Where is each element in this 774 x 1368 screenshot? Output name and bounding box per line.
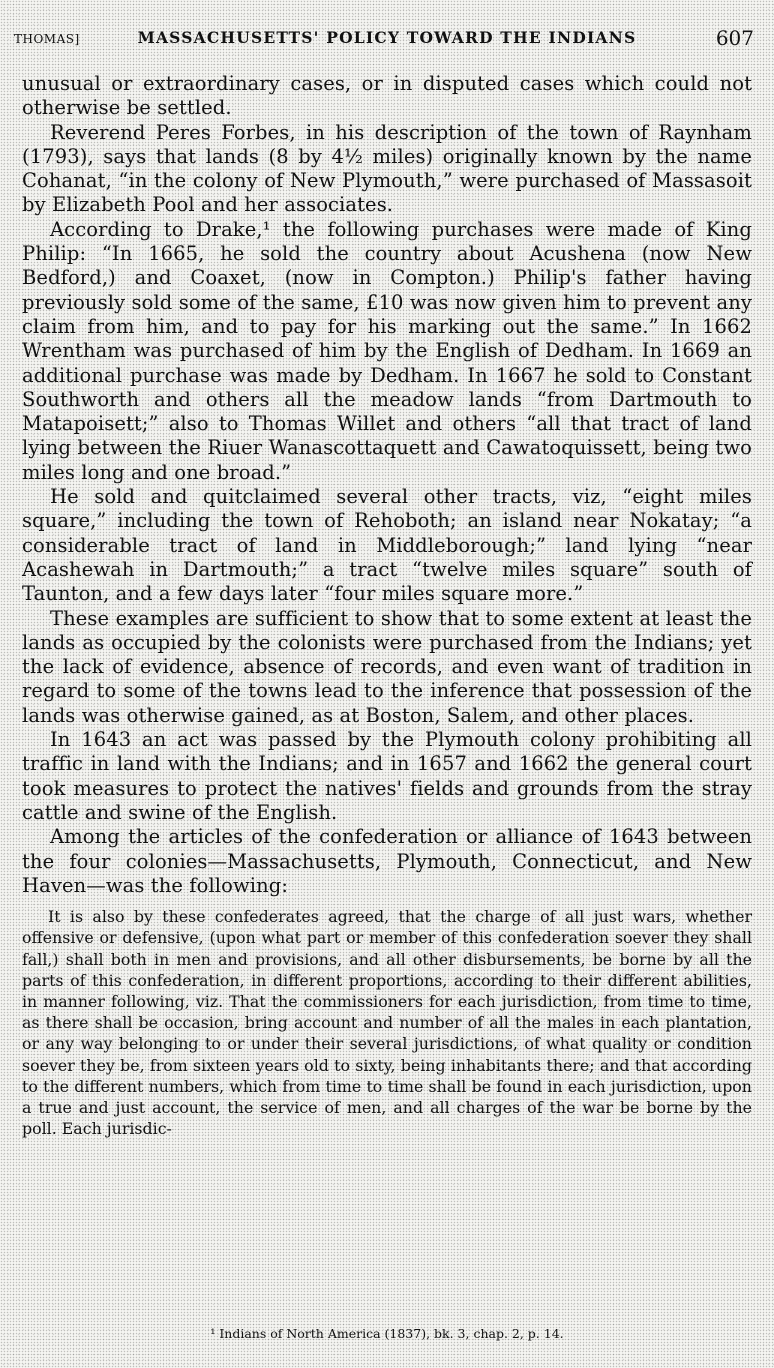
paragraph-raynham: Reverend Peres Forbes, in his description of the town of Raynham (1793), says that lands (8 by 4½ miles) originally known by the name Cohanat, “in the colony of New Plymouth,” were purchased of Massasoit by Elizabeth Pool and her associates. (22, 120, 752, 217)
page-body (22, 72, 752, 1139)
page-number: 607 (715, 26, 754, 50)
block-quote: It is also by these confederates agreed, that the charge of all just wars, whether offensive or defensive, (upon what part or member of this confederation soever they shall fall,) shall both in men and provisions, and all other disbursements, be borne by all the parts of this confederation, in different proportions, according to their different abilities, in manner following, viz. That the commissioners for each jurisdiction, from time to time, as there shall be occasion, bring account and number of all the males in each plantation, or any way belonging to or under their several jurisdictions, of what quality or condition soever they be, from sixteen years old to sixty, being inhabitants there; and that according to the different numbers, which from time to time shall be found in each jurisdiction, upon a true and just account, the service of men, and all charges of the war be borne by the poll. Each jurisdic- (22, 907, 752, 1139)
header-runner: THOMAS] (14, 32, 80, 46)
paragraph-quitclaimed-tracts: He sold and quitclaimed several other tracts, viz, “eight miles square,” including the town of Rehoboth; an island near Nokatay; “a considerable tract of land in Middleborough;” land lying “near Acashewah in Dartmouth;” a tract “twelve miles square” south of Taunton, and a few days later “four miles square more.” (22, 485, 752, 606)
paragraph-examples: These examples are sufficient to show that to some extent at least the lands as occupied by the colonists were purchased from the Indians; yet the lack of evidence, absence of records, and even want of tradition in regard to some of the towns lead to the inference that possession of the lands was otherwise gained, as at Boston, Salem, and other places. (22, 606, 752, 727)
paragraph-drake-purchases: According to Drake,¹ the following purchases were made of King Philip: “In 1665, he sold the country about Acushena (now New Bedford,) and Coaxet, (now in Compton.) Philip's father having previously sold some of the same, £10 was now given him to prevent any claim from him, and to pay for his marking out the same.” In 1662 Wrentham was purchased of him by the English of Dedham. In 1669 an additional purchase was made by Dedham. In 1667 he sold to Constant Southworth and others all the meadow lands “from Dartmouth to Matapoisett;” also to Thomas Willet and others “all that tract of land lying between the Riuer Wanascottaquett and Cawatoquissett, being two miles long and one broad.” (22, 217, 752, 484)
footnote: ¹ Indians of North America (1837), bk. 3, chap. 2, p. 14. (210, 1326, 564, 1341)
running-header (14, 28, 760, 54)
paragraph-plymouth-act: In 1643 an act was passed by the Plymouth colony prohibiting all traffic in land with the Indians; and in 1657 and 1662 the general court took measures to protect the natives' fields and grounds from the stray cattle and swine of the English. (22, 728, 752, 824)
paragraph-continued: unusual or extraordinary cases, or in disputed cases which could not otherwise be settled. (22, 72, 752, 120)
header-title: MASSACHUSETTS' POLICY TOWARD THE INDIANS (137, 28, 637, 47)
paragraph-confederation: Among the articles of the confederation or alliance of 1643 between the four colonies—Massachusetts, Plymouth, Connecticut, and New Haven—was the following: (22, 825, 752, 897)
